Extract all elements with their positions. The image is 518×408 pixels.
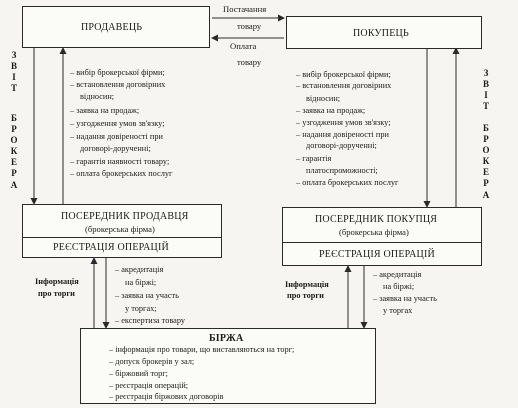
seller-action: – узгодження умов зв'язку; [70,119,165,128]
exchange-item: – допуск брокерів у зал; [109,357,195,366]
broker-word-left: Б Р О К Е Р А [10,113,18,190]
exchange-item: – реєстрація біржових договорів [109,392,224,401]
right-exchange-action: у торгах [383,306,413,315]
buyer-action: – встановлення договірних [296,81,392,90]
seller-action: – заявка на продаж; [70,106,140,115]
seller-action: – гарантія наявності товару; [70,157,170,166]
seller-action: – надання довіреності при [70,132,163,141]
buyer-action: платоспроможності; [306,166,378,175]
seller-broker-registration: РЕЄСТРАЦІЯ ОПЕРАЦІЙ [53,242,169,253]
right-info-label-line2: про торги [287,291,324,300]
report-word-left: З В І Т [10,50,17,94]
buyer-action: – оплата брокерських послуг [296,178,399,187]
payment-label-line1: Оплата [230,41,257,51]
payment-label-line2: товару [237,57,262,67]
seller-action: – встановлення договірних [70,80,166,89]
left-info-label-line2: про торги [38,289,75,298]
buyer-action: відносин; [306,94,341,103]
supply-label-line1: Постачання [223,4,267,14]
seller-action: відносин; [80,92,115,101]
left-exchange-action: на біржі; [125,278,157,287]
left-info-label-line1: Інформація [35,277,79,286]
buyer-action: – узгодження умов зв'язку; [296,118,391,127]
supply-label-line2: товару [237,21,262,31]
left-exchange-action: – експертиза товару [115,316,186,325]
buyer-broker-title: ПОСЕРЕДНИК ПОКУПЦЯ [315,214,438,225]
buyer-broker-divider [283,242,481,243]
buyer-action: – надання довіреності при [296,130,389,139]
buyer-broker-registration: РЕЄСТРАЦІЯ ОПЕРАЦІЙ [319,249,435,260]
seller-broker-title: ПОСЕРЕДНИК ПРОДАВЦЯ [61,211,189,222]
seller-action: – вибір брокерської фірми; [70,68,165,77]
buyer-box [286,16,482,49]
seller-broker-divider [23,237,221,238]
broker-word-right: Б Р О К Е Р А [482,123,490,200]
buyer-action: – вибір брокерської фірми; [296,70,391,79]
right-exchange-action: на біржі; [383,282,415,291]
buyer-action: – заявка на продаж; [296,106,366,115]
exchange-box [80,328,376,404]
seller-broker-subtitle: (брокерська фірма) [85,224,155,234]
buyer-broker-box [282,207,482,266]
exchange-item: – біржовий торг; [109,369,168,378]
right-exchange-action: – акредитація [373,270,422,279]
left-exchange-action: – заявка на участь [115,291,179,300]
exchange-item: – реєстрація операцій; [109,381,189,390]
seller-broker-box [22,204,222,258]
seller-action: договорі-дорученні; [80,144,151,153]
seller-title: ПРОДАВЕЦЬ [81,22,143,33]
buyer-action: – гарантія [296,154,332,163]
buyer-broker-subtitle: (брокерська фірма) [339,227,409,237]
exchange-item: – інформація про товари, що виставляються на торг; [109,345,295,354]
right-info-label-line1: Інформація [285,280,329,289]
left-exchange-action: у торгах; [125,304,157,313]
right-exchange-action: – заявка на участь [373,294,437,303]
report-word-right: З В І Т [482,68,489,112]
buyer-title: ПОКУПЕЦЬ [353,28,409,39]
left-exchange-action: – акредитація [115,265,164,274]
buyer-action: договорі-дорученні; [306,141,377,150]
exchange-title: БІРЖА [209,333,244,344]
seller-action: – оплата брокерських послуг [70,169,173,178]
seller-box [22,6,210,48]
